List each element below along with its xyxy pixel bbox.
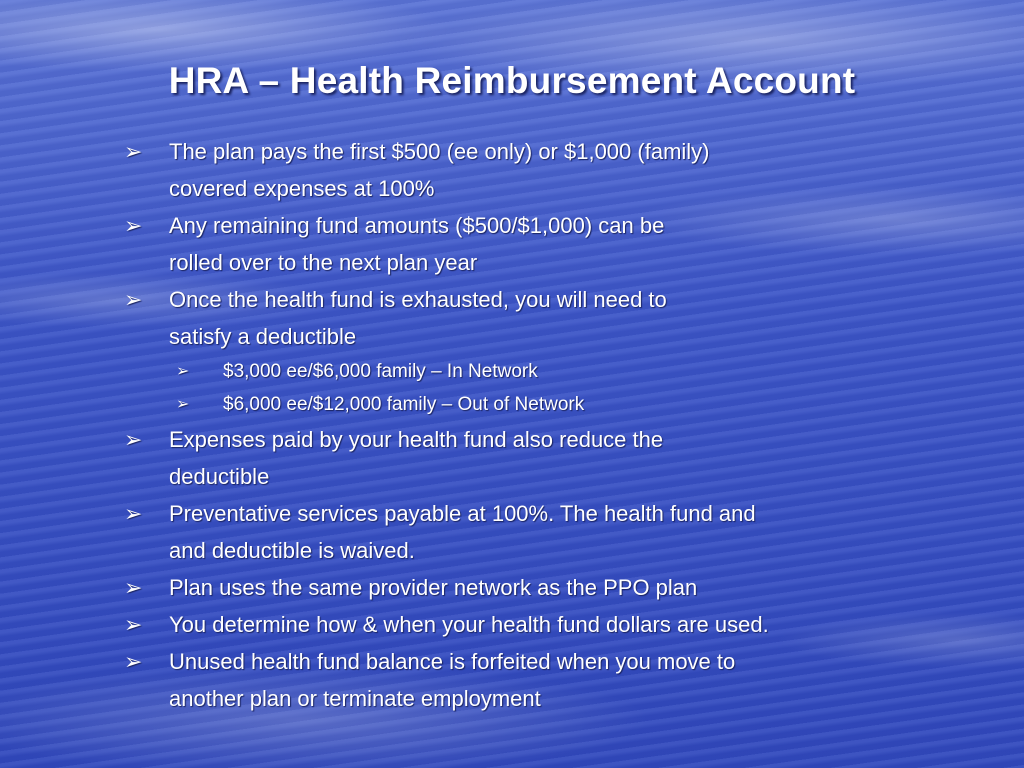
- arrow-bullet-icon: ➢: [124, 139, 143, 164]
- arrow-bullet-icon: ➢: [124, 612, 143, 637]
- bullet-list: [122, 133, 902, 717]
- bullet-text: Unused health fund balance is forfeited when you move to: [169, 649, 736, 674]
- bullet-item: [122, 606, 902, 643]
- bullet-item: [122, 133, 902, 207]
- sub-bullet-item: [122, 388, 902, 421]
- arrow-bullet-icon: ➢: [176, 396, 190, 413]
- bullet-text: deductible: [169, 464, 270, 489]
- arrow-bullet-icon: ➢: [124, 427, 143, 452]
- arrow-bullet-icon: ➢: [124, 213, 143, 238]
- sub-bullet-text: $6,000 ee/$12,000 family – Out of Network: [223, 394, 585, 415]
- bullet-text: You determine how & when your health fund dollars are used.: [169, 612, 769, 637]
- bullet-text: and deductible is waived.: [169, 538, 415, 563]
- sub-bullet-item: [122, 355, 902, 388]
- bullet-item: [122, 281, 902, 355]
- bullet-text: Expenses paid by your health fund also reduce the: [169, 427, 664, 452]
- bullet-text: Once the health fund is exhausted, you will need to: [169, 287, 667, 312]
- arrow-bullet-icon: ➢: [124, 649, 143, 674]
- arrow-bullet-icon: ➢: [124, 575, 143, 600]
- bullet-text: another plan or terminate employment: [169, 686, 541, 711]
- arrow-bullet-icon: ➢: [176, 363, 190, 380]
- arrow-bullet-icon: ➢: [124, 501, 143, 526]
- bullet-item: [122, 495, 902, 569]
- bullet-item: [122, 207, 902, 281]
- bullet-text: Plan uses the same provider network as the PPO plan: [169, 575, 698, 600]
- bullet-item: [122, 643, 902, 717]
- bullet-item: [122, 569, 902, 606]
- bullet-text: covered expenses at 100%: [169, 176, 435, 201]
- sub-bullet-text: $3,000 ee/$6,000 family – In Network: [223, 361, 538, 382]
- bullet-text: Preventative services payable at 100%. The health fund and: [169, 501, 756, 526]
- bullet-text: satisfy a deductible: [169, 324, 357, 349]
- bullet-text: The plan pays the first $500 (ee only) or $1,000 (family): [169, 139, 710, 164]
- arrow-bullet-icon: ➢: [124, 287, 143, 312]
- bullet-text: Any remaining fund amounts ($500/$1,000) can be: [169, 213, 665, 238]
- bullet-item: [122, 421, 902, 495]
- slide-title: HRA – Health Reimbursement Account: [168, 60, 856, 101]
- bullet-text: rolled over to the next plan year: [169, 250, 478, 275]
